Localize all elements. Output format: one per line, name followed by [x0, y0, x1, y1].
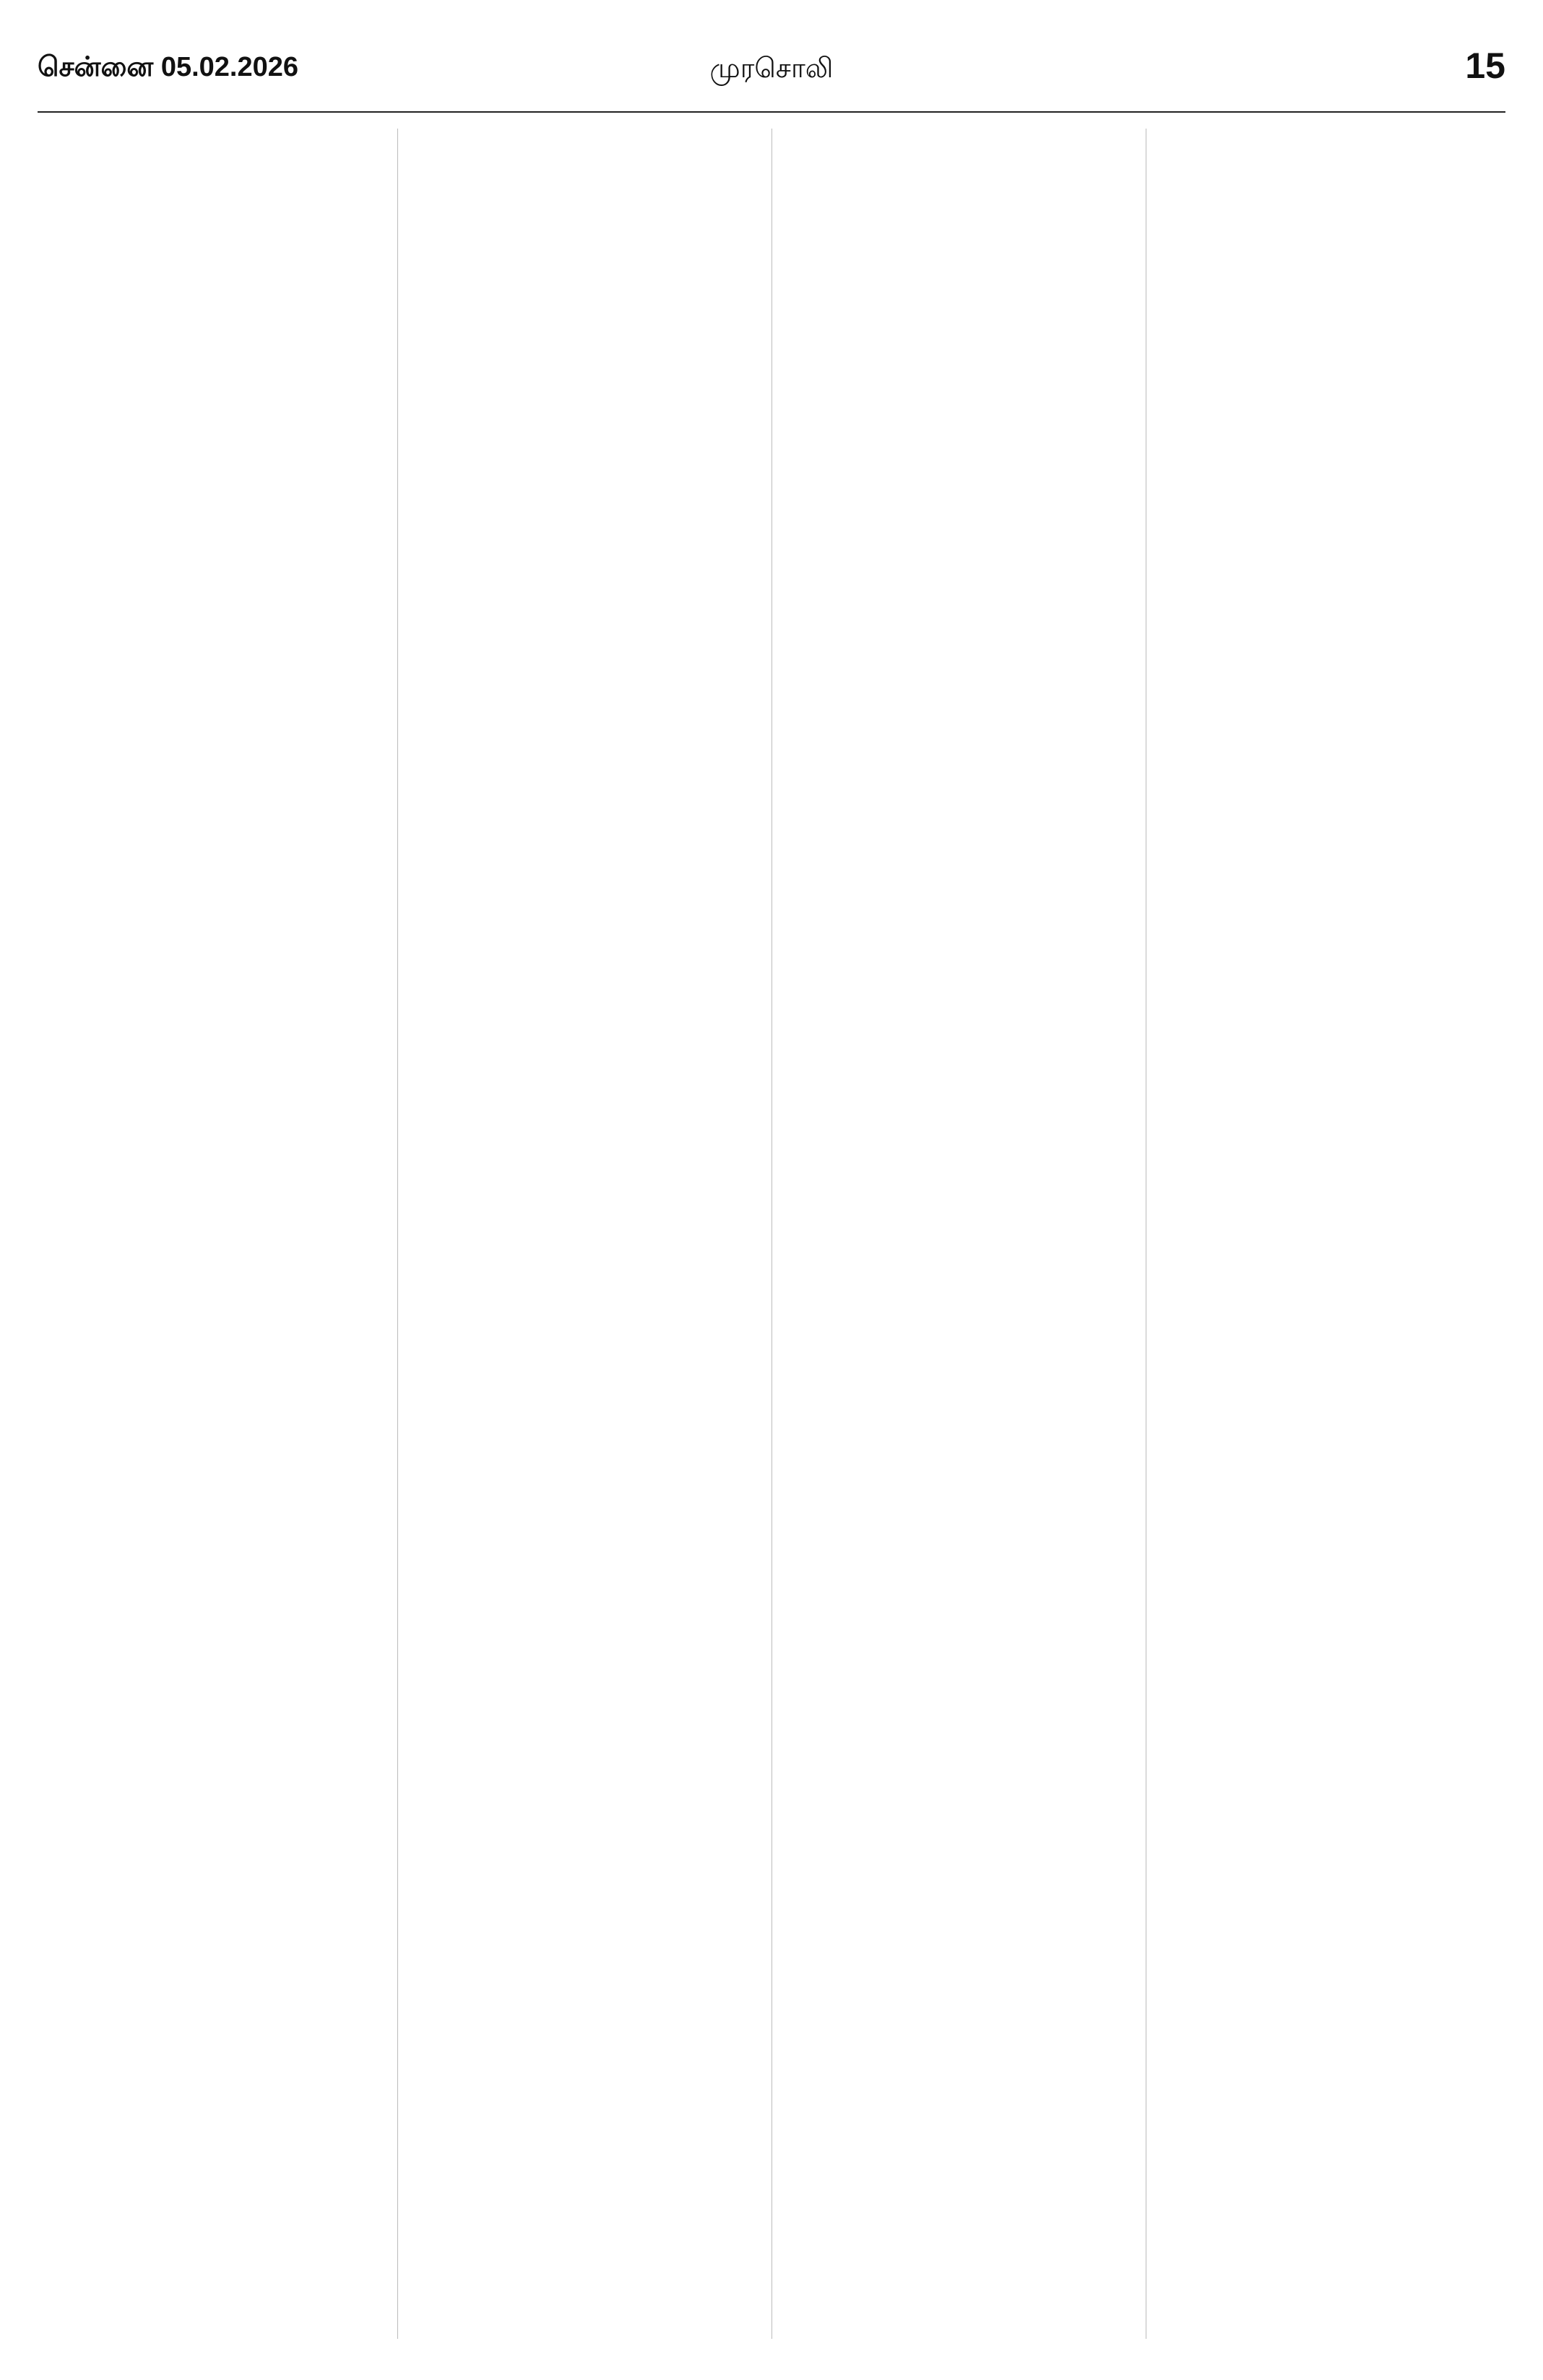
masthead-divider: [38, 111, 1505, 113]
page-number: 15: [1465, 46, 1505, 86]
column-2: [412, 129, 757, 2339]
column-1: [38, 129, 383, 2339]
listing-columns: [38, 129, 1505, 2339]
edition-city-date: சென்னை 05.02.2026: [38, 52, 299, 82]
column-4: [1160, 129, 1505, 2339]
column-3: [786, 129, 1131, 2339]
newspaper-name: முரசொலி: [709, 52, 834, 84]
column-divider: [397, 129, 398, 2339]
masthead: [38, 45, 1505, 103]
